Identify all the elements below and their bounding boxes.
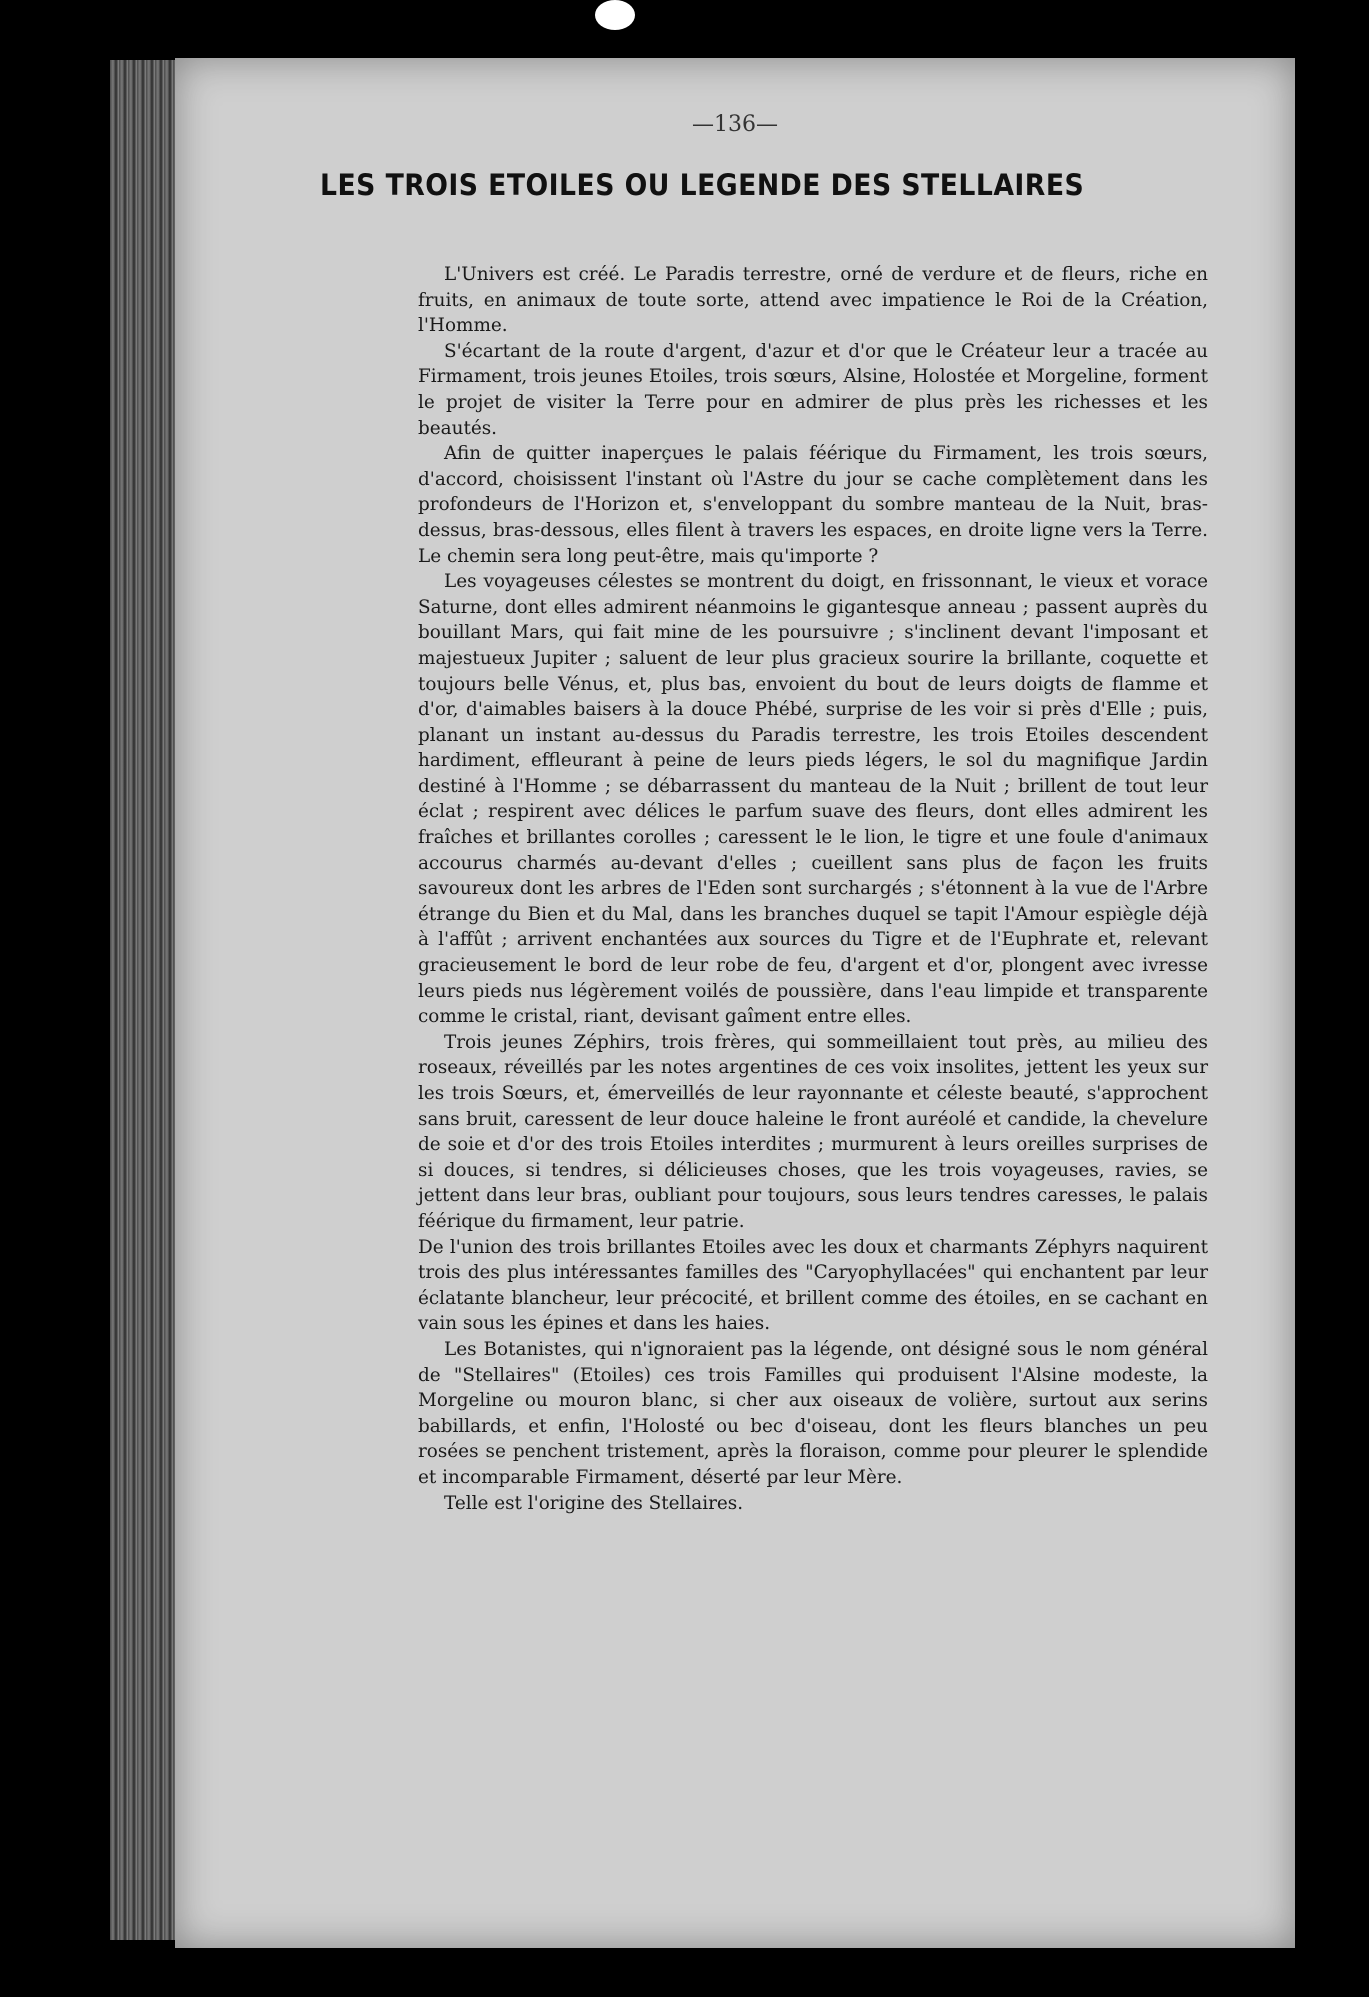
page-title: LES TROIS ETOILES OU LEGENDE DES STELLAIRES xyxy=(320,168,1085,202)
book-spine xyxy=(110,60,180,1940)
paragraph: Afin de quitter inaperçues le palais féérique du Firmament, les trois sœurs, d'accord, choisissent l'instant où l'Astre du jour se cache complètement dans les profondeurs de l'Horizon et, s'enveloppant du sombre manteau de la Nuit, bras-dessus, bras-dessous, elles filent à travers les espaces, en droite ligne vers la Terre. Le chemin sera long peut-être, mais qu'importe ? xyxy=(418,443,1208,567)
paragraph: De l'union des trois brillantes Etoiles avec les doux et charmants Zéphyrs naquirent trois des plus intéressantes familles des "Caryophyllacées" qui enchantent par leur éclatante blancheur, leur précocité, et brillent comme des étoiles, en se cachant en vain sous les épines et dans les haies. xyxy=(418,1236,1208,1335)
paragraph: Trois jeunes Zéphirs, trois frères, qui sommeillaient tout près, au milieu des roseaux, réveillés par les notes argentines de ces voix insolites, jettent les yeux sur les trois Sœurs, et, émerveillés de leur rayonnante et céleste beauté, s'approchent sans bruit, caressent de leur douce haleine le front auréolé et candide, la chevelure de soie et d'or des trois Etoiles interdites ; murmurent à leurs oreilles surprises de si douces, si tendres, si délicieuses choses, que les trois voyageuses, ravies, se jettent dans leur bras, oubliant pour toujours, sous leurs tendres caresses, le palais féérique du firmament, leur patrie. xyxy=(418,1031,1208,1232)
paragraph: Telle est l'origine des Stellaires. xyxy=(444,1492,744,1514)
paragraph: Les Botanistes, qui n'ignoraient pas la légende, ont désigné sous le nom général de "Stellaires" (Etoiles) ces trois Familles qui produisent l'Alsine modeste, la Morgeline ou mouron blanc, si cher aux oiseaux de volière, surtout aux serins babillards, et enfin, l'Holosté ou bec d'oiseau, dont les fleurs blanches un peu rosées se penchent tristement, après la floraison, comme pour pleurer le splendide et incomparable Firmament, déserté par leur Mère. xyxy=(418,1338,1208,1488)
paragraph: Les voyageuses célestes se montrent du doigt, en frissonnant, le vieux et vorace Saturne, dont elles admirent néanmoins le gigantesque anneau ; passent auprès du bouillant Mars, qui fait mine de les poursuivre ; s'inclinent devant l'imposant et majestueux Jupiter ; saluent de leur plus gracieux sourire la brillante, coquette et toujours belle Vénus, et, plus bas, envoient du bout de leurs doigts de flamme et d'or, d'aimables baisers à la douce Phébé, surprise de les voir si près d'Elle ; puis, planant un instant au-dessus du Paradis terrestre, les trois Etoiles descendent hardiment, effleurant à peine de leurs pieds légers, le sol du magnifique Jardin destiné à l'Homme ; se débarrassent du manteau de la Nuit ; brillent de tout leur éclat ; respirent avec délices le parfum suave des fleurs, dont elles admirent les fraîches et brillantes corolles ; caressent le le lion, le tigre et une foule d'animaux accourus charmés au-devant d'elles ; cueillent sans plus de façon les fruits savoureux dont les arbres de l'Eden sont surchargés ; s'étonnent à la vue de l'Arbre étrange du Bien et du Mal, dans les branches duquel se tapit l'Amour espiègle déjà à l'affût ; arrivent enchantées aux sources du Tigre et de l'Euphrate et, relevant gracieusement le bord de leur robe de feu, d'argent et d'or, plongent avec ivresse leurs pieds nus légèrement voilés de poussière, dans l'eau limpide et transparente comme le cristal, riant, devisant gaîment entre elles. xyxy=(418,571,1208,1028)
paragraph: L'Univers est créé. Le Paradis terrestre, orné de verdure et de fleurs, riche en fruits, en animaux de toute sorte, attend avec impatience le Roi de la Création, l'Homme. xyxy=(418,264,1208,337)
page-number: —136— xyxy=(692,112,778,137)
scan-speck xyxy=(595,0,635,30)
paragraph: S'écartant de la route d'argent, d'azur et d'or que le Créateur leur a tracée au Firmament, trois jeunes Etoiles, trois sœurs, Alsine, Holostée et Morgeline, forment le projet de visiter la Terre pour en admirer de plus près les richesses et les beautés. xyxy=(418,340,1208,439)
body-text xyxy=(418,262,1208,1516)
